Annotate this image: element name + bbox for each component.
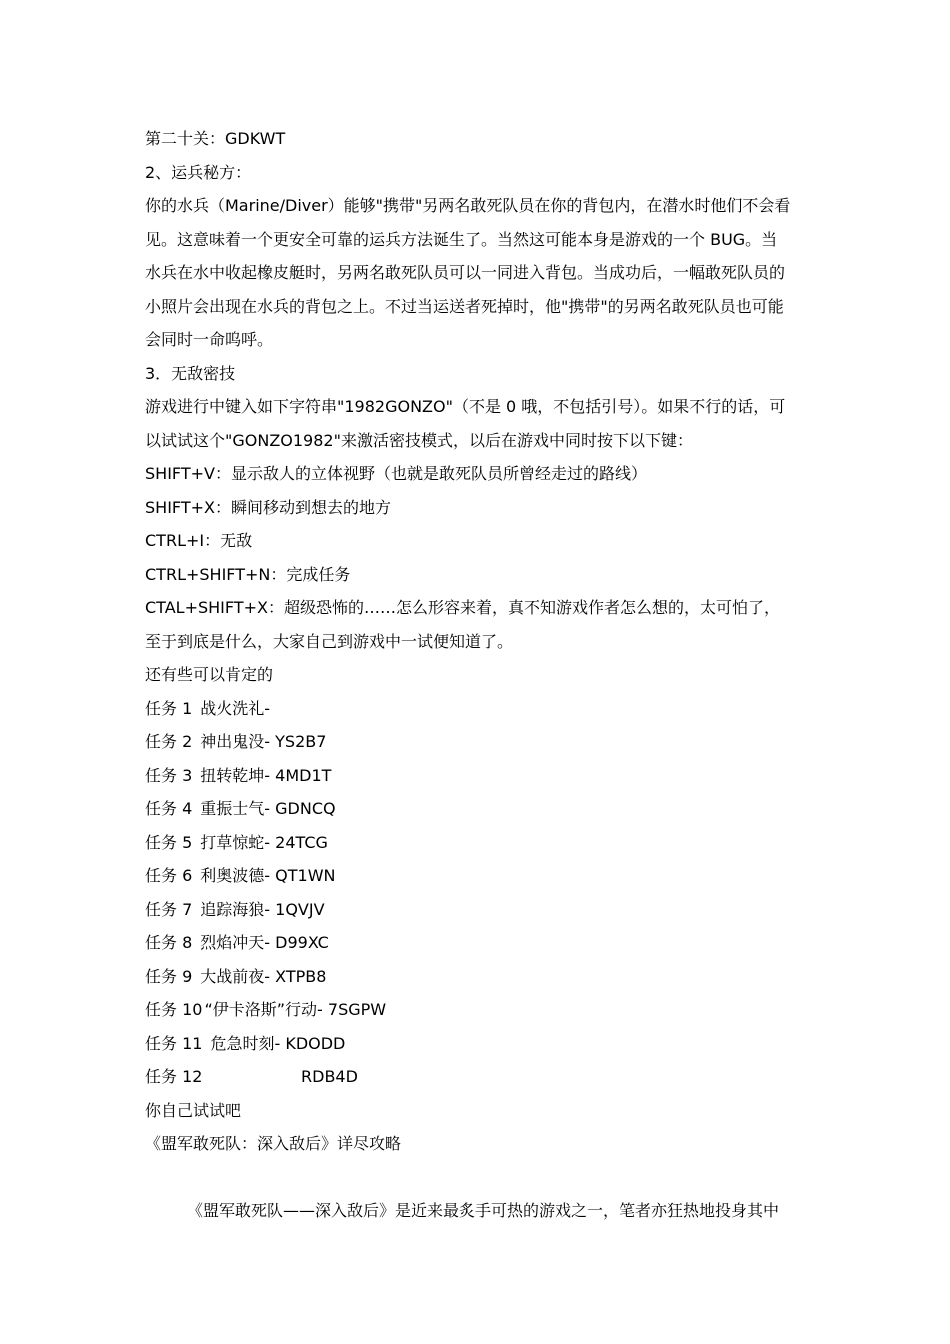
list-item [145,897,810,931]
mission-code: - YS2B7 [264,732,327,751]
mission-code: - XTPB8 [264,966,327,986]
mission-code: - KDODD [274,1033,346,1053]
list-item [145,964,810,998]
mission-number: 任务 3 [145,765,193,785]
section-3-paragraph [145,394,810,461]
paragraph-line: 见。这意味着一个更安全可靠的运兵方法诞生了。当然这可能本身是游戏的一个 BUG。当 [145,229,778,249]
mission-list [145,696,810,1098]
paragraph-line: 水兵在水中收起橡皮艇时，另两名敢死队员可以一同进入背包。当成功后，一幅敢死队员的 [145,263,786,282]
mission-code: - 1QVJV [264,899,325,919]
mission-code: - 4MD1T [264,765,332,785]
mission-number: 任务 11 [145,1033,203,1053]
mission-code: RDB4D [301,1067,358,1086]
blank-line [145,1165,810,1199]
list-item [145,796,810,830]
document-body [145,126,810,1232]
mission-number: 任务 10 [145,1000,203,1019]
section-2-paragraph [145,193,810,361]
list-item [145,1064,810,1098]
list-item [145,696,810,730]
paragraph-line: 你的水兵（Marine/Diver）能够"携带"另两名敢死队员在你的背包内，在潜水时他们不会看 [145,196,791,215]
mission-number: 任务 12 [145,1067,203,1086]
guide-title: 《盟军敢死队：深入敌后》详尽攻略 [145,1134,402,1153]
mission-code: - GDNCQ [264,799,336,818]
missions-intro: 还有些可以肯定的 [145,665,274,684]
cheat-shift-x: SHIFT+X：瞬间移动到想去的地方 [145,497,391,517]
mission-name: 危急时刻 [210,1033,275,1053]
mission-number: 任务 8 [145,933,193,952]
cheat-ctrl-i: CTRL+I：无敌 [145,531,253,550]
section-2-title: 2、运兵秘方： [145,162,252,182]
mission-name: 利奥波德 [200,866,265,885]
mission-number: 任务 6 [145,866,193,885]
paragraph-line: 游戏进行中键入如下字符串"1982GONZO"（不是 0 哦，不包括引号）。如果不行的话，可 [145,397,786,416]
mission-name: 打草惊蛇 [200,832,265,852]
mission-name: 战火洗礼 [200,698,265,718]
paragraph-line: CTAL+SHIFT+X：超级恐怖的……怎么形容来着，真不知游戏作者怎么想的，太可怕了， [145,598,780,617]
mission-name: 大战前夜 [200,966,265,986]
paragraph-line: 会同时一命呜呼。 [145,330,274,349]
list-item [145,1031,810,1065]
mission-code: - 7SGPW [317,1000,387,1019]
paragraph-line: 小照片会出现在水兵的背包之上。不过当运送者死掉时，他"携带"的另两名敢死队员也可能 [145,296,784,316]
mission-code: - [264,698,271,718]
mission-code: - D99XC [264,933,329,952]
mission-number: 任务 2 [145,732,193,751]
list-item [145,930,810,964]
mission-name: “伊卡洛斯”行动 [204,1000,318,1019]
list-item [145,830,810,864]
mission-number: 任务 9 [145,966,193,986]
list-item [145,997,810,1031]
mission-name: 神出鬼没 [200,732,265,751]
mission-code: - QT1WN [264,866,336,885]
list-item [145,763,810,797]
mission-number: 任务 1 [145,698,193,718]
paragraph-line: 至于到底是什么，大家自己到游戏中一试便知道了。 [145,631,514,651]
mission-number: 任务 7 [145,899,193,919]
list-item [145,863,810,897]
list-item [145,729,810,763]
section-3-title: 3．无敌密技 [145,363,236,383]
try-yourself: 你自己试试吧 [145,1100,242,1120]
cheat-ctal-shift-x [145,595,810,662]
mission-name: 烈焰冲天 [200,933,265,952]
guide-intro: 《盟军敢死队——深入敌后》是近来最炙手可热的游戏之一，笔者亦狂热地投身其中 [187,1201,780,1220]
mission-number: 任务 5 [145,832,193,852]
cheat-ctrl-shift-n: CTRL+SHIFT+N：完成任务 [145,564,351,584]
mission-name: 追踪海狼 [200,899,265,919]
cheat-shift-v: SHIFT+V：显示敌人的立体视野（也就是敢死队员所曾经走过的路线） [145,464,647,483]
mission-name: 重振士气 [200,799,265,818]
mission-name: 扭转乾坤 [200,765,265,785]
level-20-code: 第二十关：GDKWT [145,129,286,148]
paragraph-line: 以试试这个"GONZO1982"来激活密技模式，以后在游戏中同时按下以下键： [145,430,693,450]
mission-number: 任务 4 [145,799,193,818]
mission-code: - 24TCG [264,832,328,852]
